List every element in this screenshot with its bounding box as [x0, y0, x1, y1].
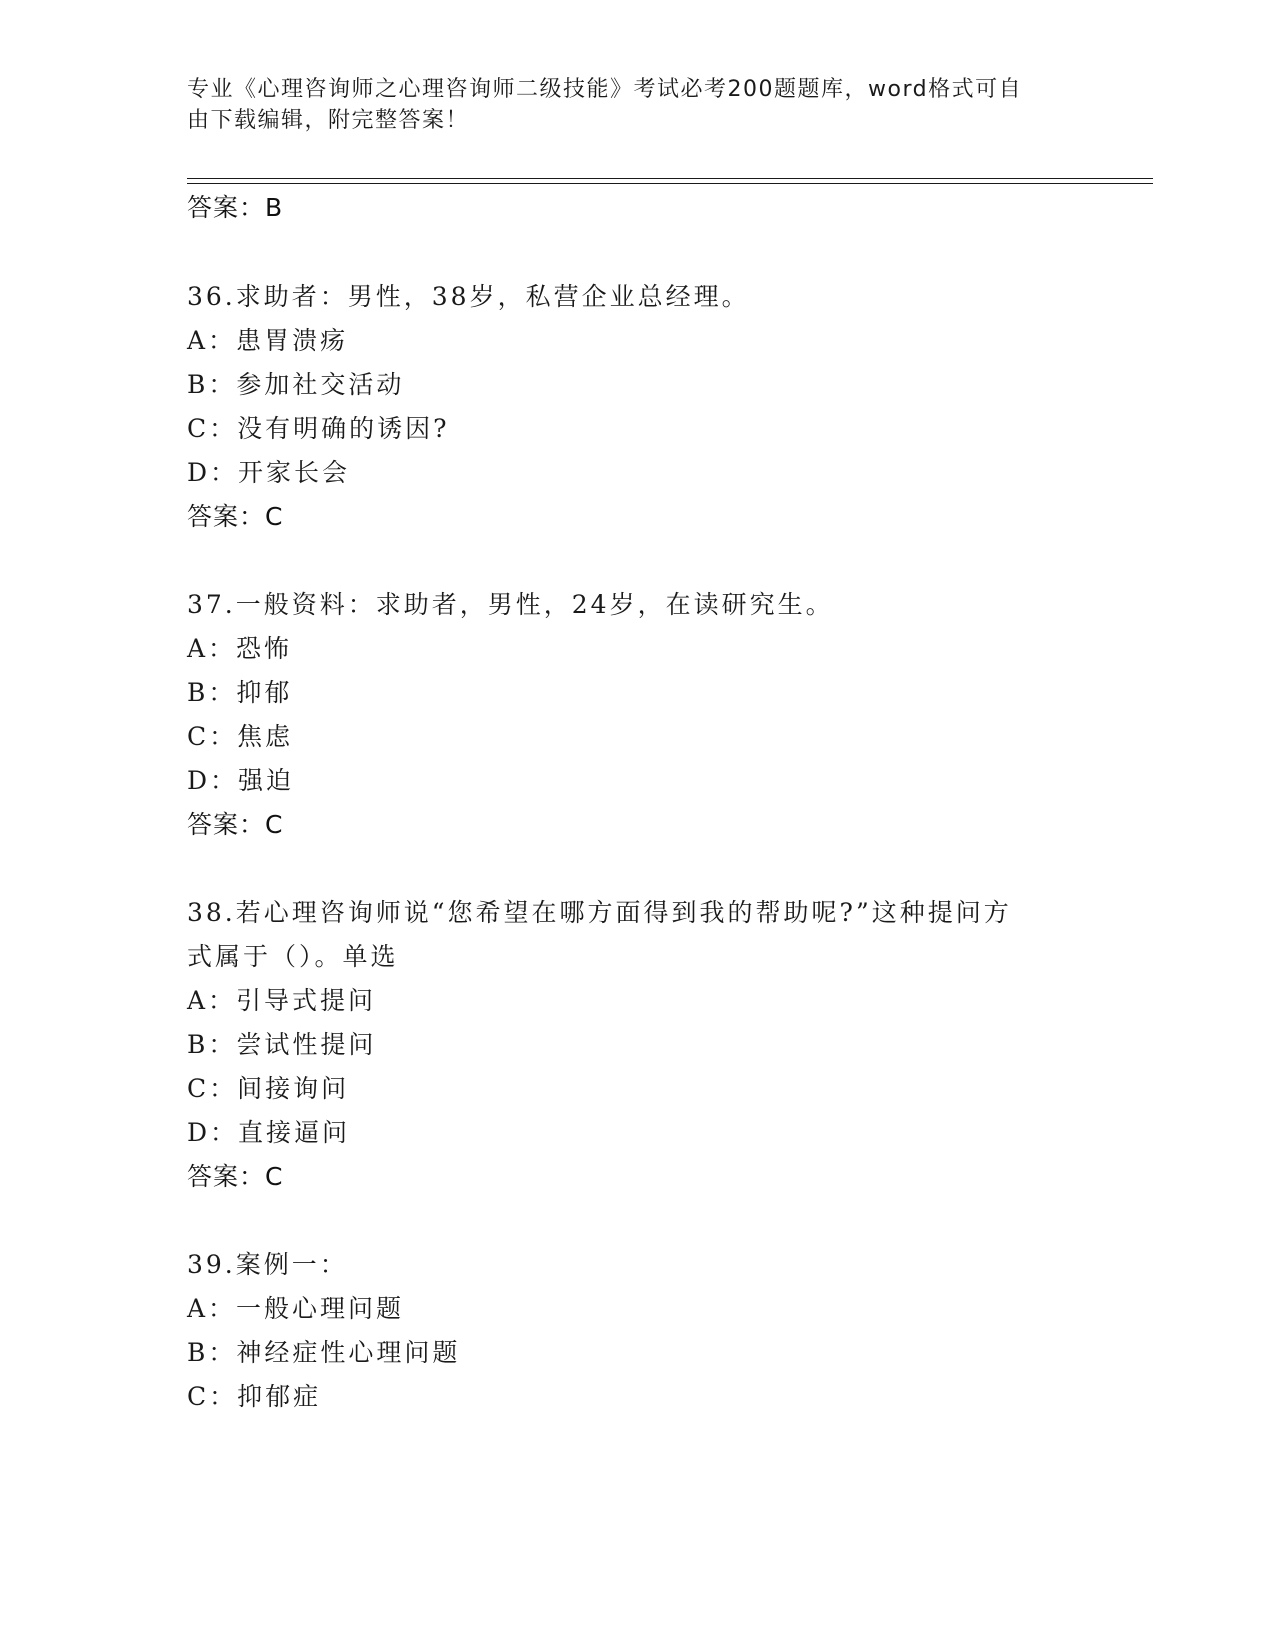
question-36-answer: 答案：C [187, 502, 284, 531]
document-header [187, 74, 1067, 136]
question-37-text: 37.一般资料：求助者，男性，24岁，在读研究生。 [187, 590, 834, 619]
question-38-option-d: D：直接逼问 [187, 1118, 351, 1147]
question-37-option-c: C：焦虑 [187, 722, 294, 751]
question-38-answer: 答案：C [187, 1162, 284, 1191]
question-38-text-line-2: 式属于（）。单选 [187, 942, 399, 971]
question-38-option-c: C：间接询问 [187, 1074, 350, 1103]
question-36-option-b: B：参加社交活动 [187, 370, 405, 399]
question-36-option-c: C：没有明确的诱因? [187, 414, 450, 443]
question-39-option-a: A：一般心理问题 [187, 1294, 405, 1323]
question-37-answer: 答案：C [187, 810, 284, 839]
question-36-option-d: D：开家长会 [187, 458, 351, 487]
question-36-text: 36.求助者：男性，38岁，私营企业总经理。 [187, 282, 750, 311]
question-38-text-line-1: 38.若心理咨询师说“您希望在哪方面得到我的帮助呢?”这种提问方 [187, 898, 1012, 927]
question-37-option-a: A：恐怖 [187, 634, 293, 663]
question-36-option-a: A：患胃溃疡 [187, 326, 349, 355]
header-line-1: 专业《心理咨询师之心理咨询师二级技能》考试必考200题题库，word格式可自 [187, 77, 1023, 102]
answer-prev: 答案：B [187, 193, 284, 222]
header-divider-top [187, 178, 1153, 179]
question-39-option-c: C：抑郁症 [187, 1382, 322, 1411]
header-divider-bottom [187, 183, 1153, 184]
question-38-option-a: A：引导式提问 [187, 986, 377, 1015]
question-38-option-b: B：尝试性提问 [187, 1030, 377, 1059]
header-line-2: 由下载编辑，附完整答案！ [187, 108, 470, 133]
question-39-text: 39.案例一： [187, 1250, 348, 1279]
question-37-option-d: D：强迫 [187, 766, 295, 795]
question-37-option-b: B：抑郁 [187, 678, 293, 707]
question-39-option-b: B：神经症性心理问题 [187, 1338, 461, 1367]
